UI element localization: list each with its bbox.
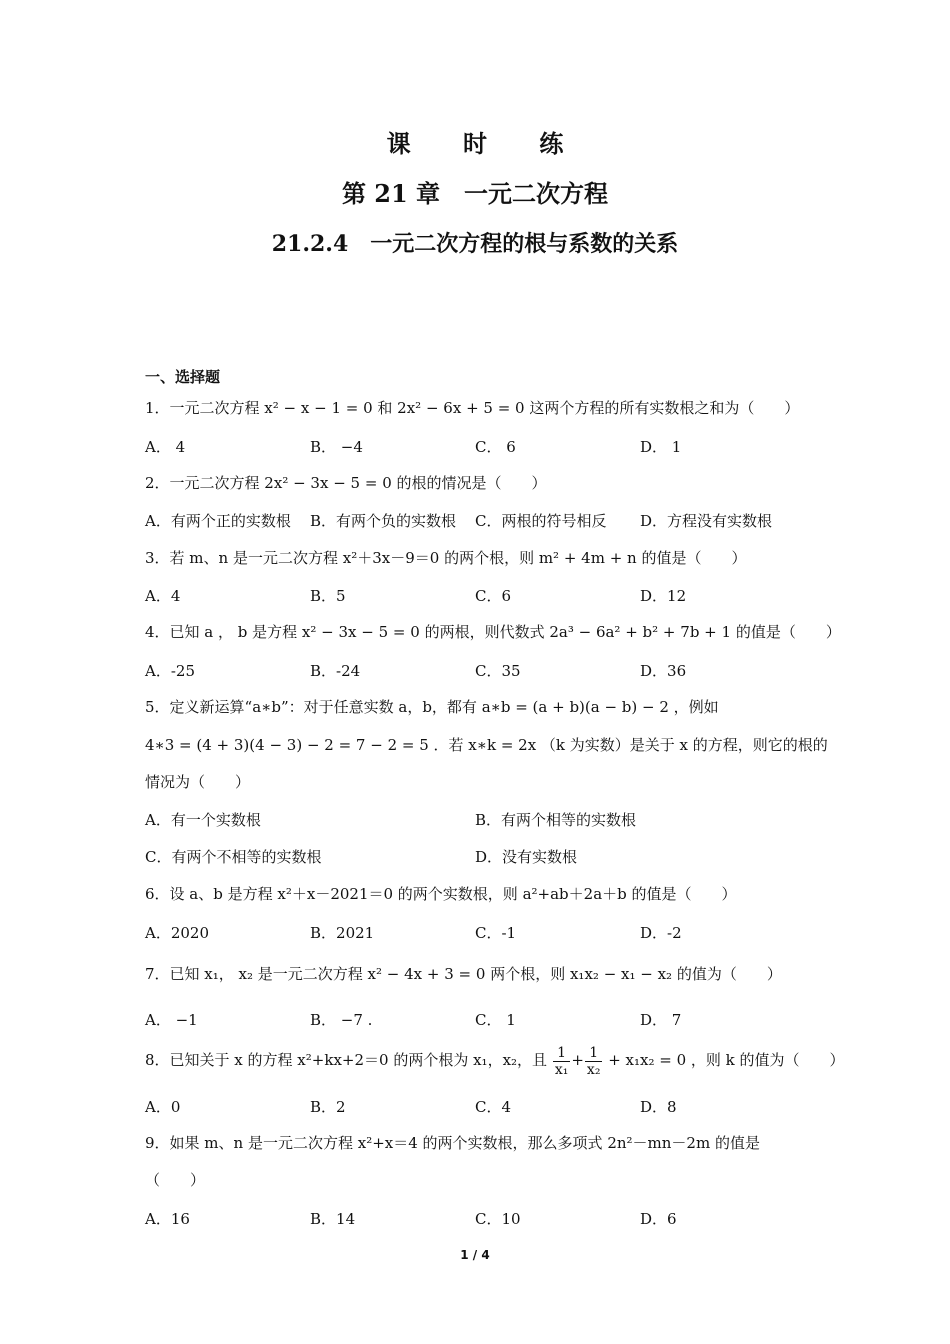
option-d: D．6 [640,1210,677,1228]
option-d: D．方程没有实数根 [640,512,773,530]
option-b: B．-24 [310,662,361,680]
option-a: A．4 [145,587,181,605]
option-c: C．两根的符号相反 [475,512,607,530]
question-9-line-1: 9．如果 m、n 是一元二次方程 x²+x＝4 的两个实数根，那么多项式 2n²－mn－2m 的值是 [145,1134,760,1152]
option-a: A．有两个正的实数根 [145,512,291,530]
option-b: B．2021 [310,924,375,942]
question-8: 8．已知关于 x 的方程 x²+kx+2＝0 的两个根为 x₁，x₂，且 $\frac{1}{\text{x₁}}$ + $\frac{1}{\text{x₂}}$ + x₁x₂ = 0 ，则 k 的值为（ ） [145,1044,845,1078]
question-8-text-after: + x₁x₂ = 0 ，则 k 的值为（ ） [608,1051,845,1069]
chapter-title: 第 21 章 一元二次方程 [341,179,609,208]
option-d: D．-2 [640,924,682,942]
option-a: A． −1 [145,1011,198,1029]
option-b: B．有两个相等的实数根 [475,811,637,829]
question-1: 1．一元二次方程 x² − x − 1 = 0 和 2x² − 6x + 5 = 0 这两个方程的所有实数根之和为（ ） [145,399,800,417]
question-5-line-3: 情况为（ ） [145,773,251,791]
question-5-line-2: 4∗3 = (4 + 3)(4 − 3) − 2 = 7 − 2 = 5 ．若 x∗k = 2x （k 为实数）是关于 x 的方程，则它的根的 [145,736,828,754]
question-9-options [145,1208,825,1230]
option-c: C．10 [475,1210,521,1228]
option-b: B．5 [310,587,346,605]
question-5-options-row-2 [145,846,825,868]
question-2: 2．一元二次方程 2x² − 3x − 5 = 0 的根的情况是（ ） [145,474,547,492]
option-c: C．6 [475,587,512,605]
option-c: C． 1 [475,1011,516,1029]
question-5-options-row-1 [145,809,825,831]
option-a: A．2020 [145,924,210,942]
option-b: B．2 [310,1098,346,1116]
option-a: A．-25 [145,662,195,680]
option-a: A．16 [145,1210,190,1228]
option-c: C．4 [475,1098,512,1116]
option-b: B． −4 [310,438,363,456]
option-b: B． −7 . [310,1011,373,1029]
option-d: D．8 [640,1098,677,1116]
option-c: C． 6 [475,438,516,456]
question-5-line-1: 5．定义新运算“a∗b”：对于任意实数 a，b，都有 a∗b = (a + b)(a − b) − 2 ，例如 [145,698,719,716]
question-3-options [145,585,825,607]
question-9-line-2: （ ） [145,1171,206,1189]
page-title: 课 时 练 [386,129,586,158]
question-7-options [145,1009,825,1031]
option-c: C．-1 [475,924,517,942]
option-c: C．35 [475,662,521,680]
question-6: 6．设 a、b 是方程 x²＋x－2021＝0 的两个实数根，则 a²+ab＋2a＋b 的值是（ ） [145,885,737,903]
option-d: D． 1 [640,438,682,456]
question-8-text-before: 8．已知关于 x 的方程 x²+kx+2＝0 的两个根为 x₁，x₂，且 [145,1051,548,1069]
question-1-options [145,436,825,458]
option-d: D． 7 [640,1011,682,1029]
page-number: 1 / 4 [460,1248,490,1262]
question-8-options [145,1096,825,1118]
option-a: A．有一个实数根 [145,811,261,829]
question-4-options [145,660,825,682]
question-7: 7．已知 x₁， x₂ 是一元二次方程 x² − 4x + 3 = 0 两个根，则 x₁x₂ − x₁ − x₂ 的值为（ ） [145,965,782,983]
fraction-1-over-x1: $\frac{1}{\text{x₁}}$ [554,1044,569,1078]
option-b: B．有两个负的实数根 [310,512,457,530]
question-4: 4．已知 a ， b 是方程 x² − 3x − 5 = 0 的两根，则代数式 2a³ − 6a² + b² + 7b + 1 的值是（ ） [145,623,841,641]
section-title: 21.2.4 一元二次方程的根与系数的关系 [271,231,679,257]
option-d: D．12 [640,587,687,605]
option-a: A． 4 [145,438,186,456]
option-c: C．有两个不相等的实数根 [145,848,322,866]
question-2-options [145,510,825,532]
fraction-1-over-x2: $\frac{1}{\text{x₂}}$ [586,1044,601,1078]
section-label: 一、选择题 [145,368,221,386]
question-3: 3．若 m、n 是一元二次方程 x²＋3x－9＝0 的两个根，则 m² + 4m + n 的值是（ ） [145,549,747,567]
option-a: A．0 [145,1098,181,1116]
question-6-options [145,922,825,944]
option-d: D．36 [640,662,687,680]
option-b: B．14 [310,1210,356,1228]
option-d: D．没有实数根 [475,848,578,866]
